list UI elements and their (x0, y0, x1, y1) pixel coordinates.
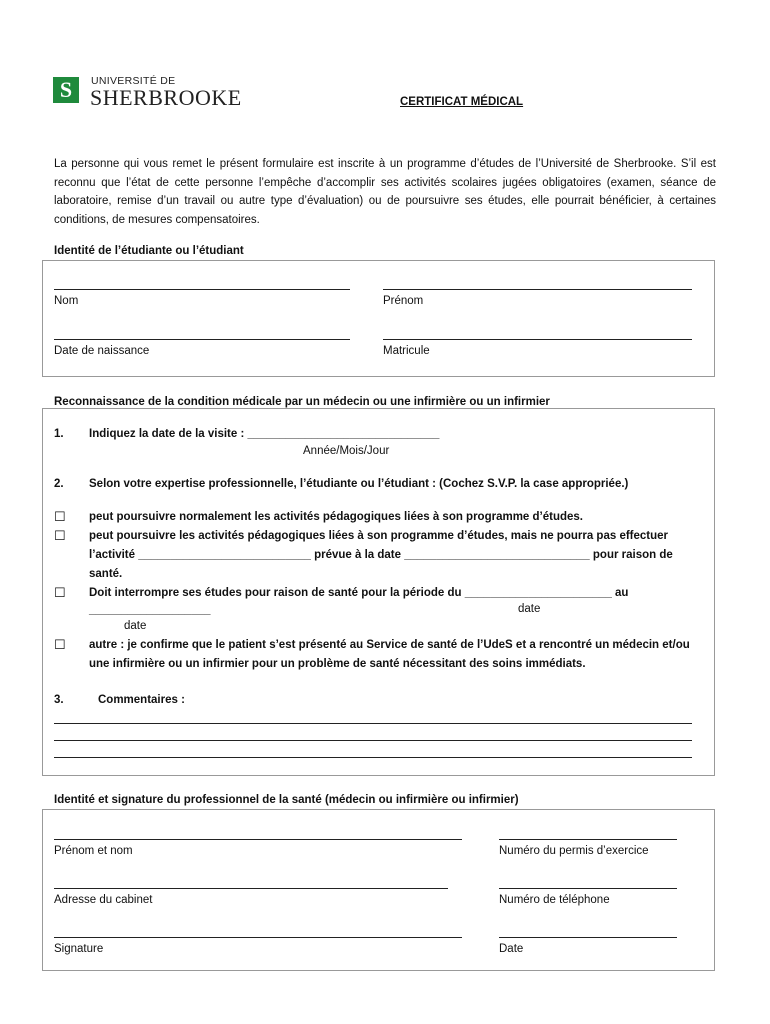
telephone-label: Numéro de téléphone (499, 894, 610, 906)
matricule-label: Matricule (383, 345, 430, 357)
comment-line-3[interactable] (54, 757, 692, 758)
pro-box (42, 809, 715, 971)
permis-field[interactable] (499, 839, 677, 840)
prenom-field[interactable] (383, 289, 692, 290)
signature-label: Signature (54, 943, 104, 955)
date-field[interactable] (499, 937, 677, 938)
q3-number: 3. (54, 694, 64, 706)
identity-heading: Identité de l’étudiante ou l’étudiant (54, 245, 244, 257)
q1-subtext: Année/Mois/Jour (303, 445, 390, 457)
option3-line2[interactable]: ___________________ (89, 604, 211, 616)
option1-checkbox[interactable]: ☐ (54, 509, 66, 524)
logo-university-de: UNIVERSITÉ DE (91, 75, 176, 87)
option2-line2: l’activité ___________________________ prévue à la date _____________________________ pour raison de (89, 549, 673, 561)
option4-line1: autre : je confirme que le patient s’est présenté au Service de santé de l’UdeS et a rencontré un médecin et/ou (89, 639, 690, 651)
date-label: Date (499, 943, 524, 955)
document-title: CERTIFICAT MÉDICAL (400, 96, 524, 108)
option1-text: peut poursuivre normalement les activités pédagogiques liées à son programme d’études. (89, 511, 584, 523)
option2-line1: peut poursuivre les activités pédagogiques liées à son programme d’études, mais ne pourra pas effectuer (89, 530, 669, 542)
prenom-nom-label: Prénom et nom (54, 845, 133, 857)
q1-text[interactable]: Indiquez la date de la visite : ______________________________ (89, 428, 440, 440)
naissance-field[interactable] (54, 339, 350, 340)
option3-line1: Doit interrompre ses études pour raison de santé pour la période du _______________________ au (89, 587, 629, 599)
naissance-label: Date de naissance (54, 345, 150, 357)
pro-heading: Identité et signature du professionnel de la santé (médecin ou infirmière ou infirmier) (54, 794, 519, 806)
intro-paragraph: La personne qui vous remet le présent formulaire est inscrite à un programme d’études de l’Université de Sherbrooke. S’il est reconnu que l’état de cette personne l’empêche d’accomplir ses activités scolaires jugées obligatoires (examen, séance de laboratoire, remise d’un travail ou autre type d’évaluation) ou de poursuivre ses études, elle pourrait bénéficier, à certaines conditions, de mesures compensatoires. (54, 158, 716, 226)
signature-field[interactable] (54, 937, 462, 938)
nom-field[interactable] (54, 289, 350, 290)
permis-label: Numéro du permis d’exercice (499, 845, 649, 857)
option4-checkbox[interactable]: ☐ (54, 637, 66, 652)
university-logo-mark: S (53, 77, 79, 103)
matricule-field[interactable] (383, 339, 692, 340)
adresse-field[interactable] (54, 888, 448, 889)
logo-sherbrooke: SHERBROOKE (90, 85, 242, 110)
option4-line2: une infirmière ou un infirmier pour un problème de santé nécessitant des soins immédiats. (89, 658, 586, 670)
q2-number: 2. (54, 478, 64, 490)
telephone-field[interactable] (499, 888, 677, 889)
adresse-label: Adresse du cabinet (54, 894, 153, 906)
nom-label: Nom (54, 295, 79, 307)
identity-box (42, 260, 715, 377)
reco-heading: Reconnaissance de la condition médicale par un médecin ou une infirmière ou un infirmier (54, 396, 550, 408)
prenom-label: Prénom (383, 295, 424, 307)
option2-checkbox[interactable]: ☐ (54, 528, 66, 543)
comment-line-2[interactable] (54, 740, 692, 741)
prenom-nom-field[interactable] (54, 839, 462, 840)
option3-checkbox[interactable]: ☐ (54, 585, 66, 600)
option3-date2-label: date (124, 620, 147, 632)
comment-line-1[interactable] (54, 723, 692, 724)
option3-date1-label: date (518, 603, 541, 615)
q2-text: Selon votre expertise professionnelle, l’étudiante ou l’étudiant : (Cochez S.V.P. la case appropriée.) (89, 478, 629, 490)
q1-number: 1. (54, 428, 64, 440)
option2-line3: santé. (89, 568, 123, 580)
q3-text: Commentaires : (98, 694, 185, 706)
